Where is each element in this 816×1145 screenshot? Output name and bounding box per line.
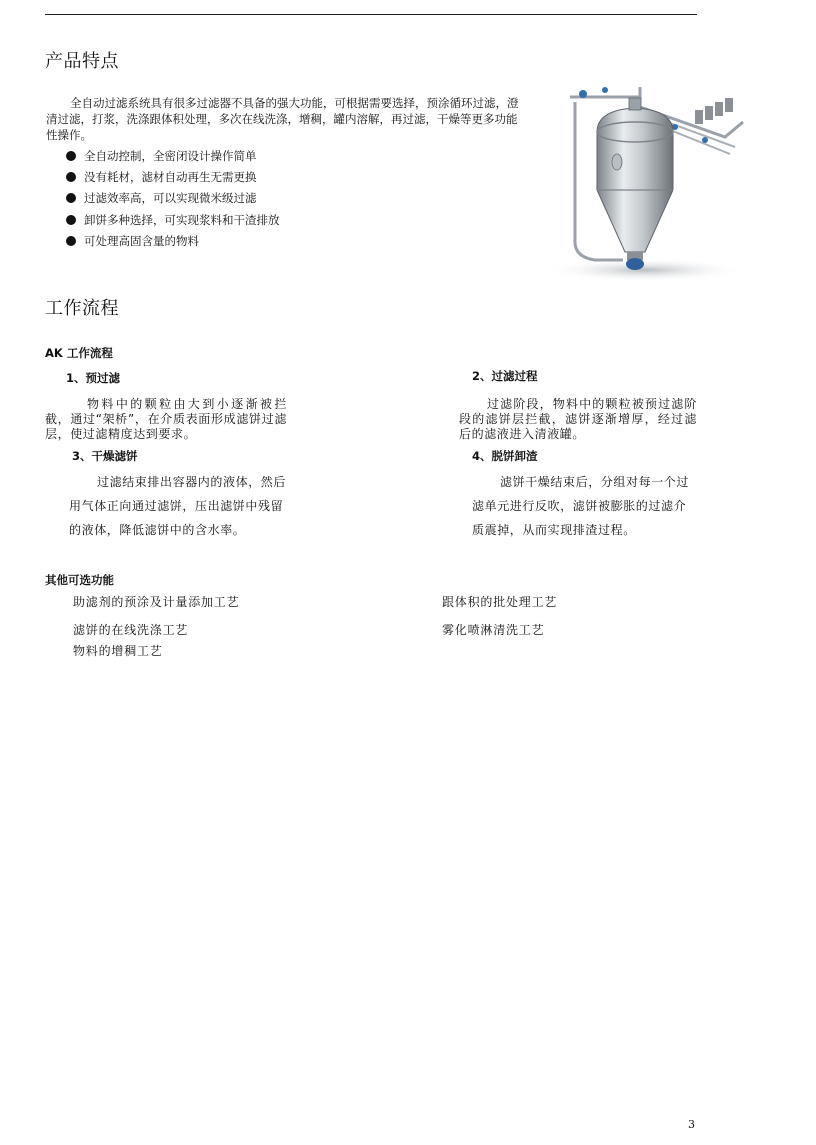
list-item: 过滤效率高，可以实现微米级过滤 [66, 190, 526, 211]
step-3-heading: 3、干燥滤饼 [72, 449, 138, 463]
step-2-text: 过滤阶段，物料中的颗粒被预过滤阶段的滤饼层拦截，滤饼逐渐增厚，经过滤后的滤液进入清液罐。 [459, 397, 697, 441]
page-number: 3 [688, 1118, 695, 1131]
step-1-heading: 1、预过滤 [66, 371, 121, 385]
workflow-title: 工作流程 [45, 298, 119, 319]
filter-system-illustration [545, 82, 750, 282]
features-intro: 全自动过滤系统具有很多过滤器不具备的强大功能，可根据需要选择，预涂循环过滤，澄清过滤，打浆，洗涤跟体积处理，多次在线洗涤，增稠，罐内溶解，再过滤，干燥等更多功能性操作。 [46, 96, 519, 142]
optional-item-1: 助滤剂的预涂及计量添加工艺 [73, 595, 240, 609]
optional-item-4: 雾化喷淋清洗工艺 [442, 623, 545, 637]
bullet-icon [66, 236, 76, 246]
list-item: 可处理高固含量的物料 [66, 233, 526, 254]
bullet-icon [66, 172, 76, 182]
bullet-icon [66, 151, 76, 161]
list-item: 没有耗材，滤材自动再生无需更换 [66, 169, 526, 190]
step-4-heading: 4、脱饼卸渣 [472, 449, 538, 463]
optional-item-2: 跟体积的批处理工艺 [442, 595, 558, 609]
step-3-text: 过滤结束排出容器内的液体，然后用气体正向通过滤饼，压出滤饼中残留的液体，降低滤饼中的含水率。 [69, 475, 287, 537]
step-1-text: 物料中的颗粒由大到小逐渐被拦截，通过“架桥”，在介质表面形成滤饼过滤层，使过滤精度达到要求。 [45, 397, 287, 441]
list-item: 全自动控制，全密闭设计操作简单 [66, 148, 526, 169]
bullet-icon [66, 215, 76, 225]
step-2-heading: 2、过滤过程 [472, 369, 538, 383]
bullet-icon [66, 193, 76, 203]
list-item: 卸饼多种选择，可实现浆料和干渣排放 [66, 212, 526, 233]
optional-title: 其他可选功能 [45, 573, 114, 587]
workflow-subtitle: AK 工作流程 [45, 346, 113, 360]
features-title: 产品特点 [45, 51, 119, 72]
optional-item-5: 物料的增稠工艺 [73, 644, 163, 658]
step-4-text: 滤饼干燥结束后，分组对每一个过滤单元进行反吹，滤饼被膨胀的过滤介质震掉，从而实现排渣过程。 [472, 475, 690, 537]
features-list [66, 148, 526, 254]
optional-item-3: 滤饼的在线洗涤工艺 [73, 623, 189, 637]
header-rule [45, 14, 697, 15]
